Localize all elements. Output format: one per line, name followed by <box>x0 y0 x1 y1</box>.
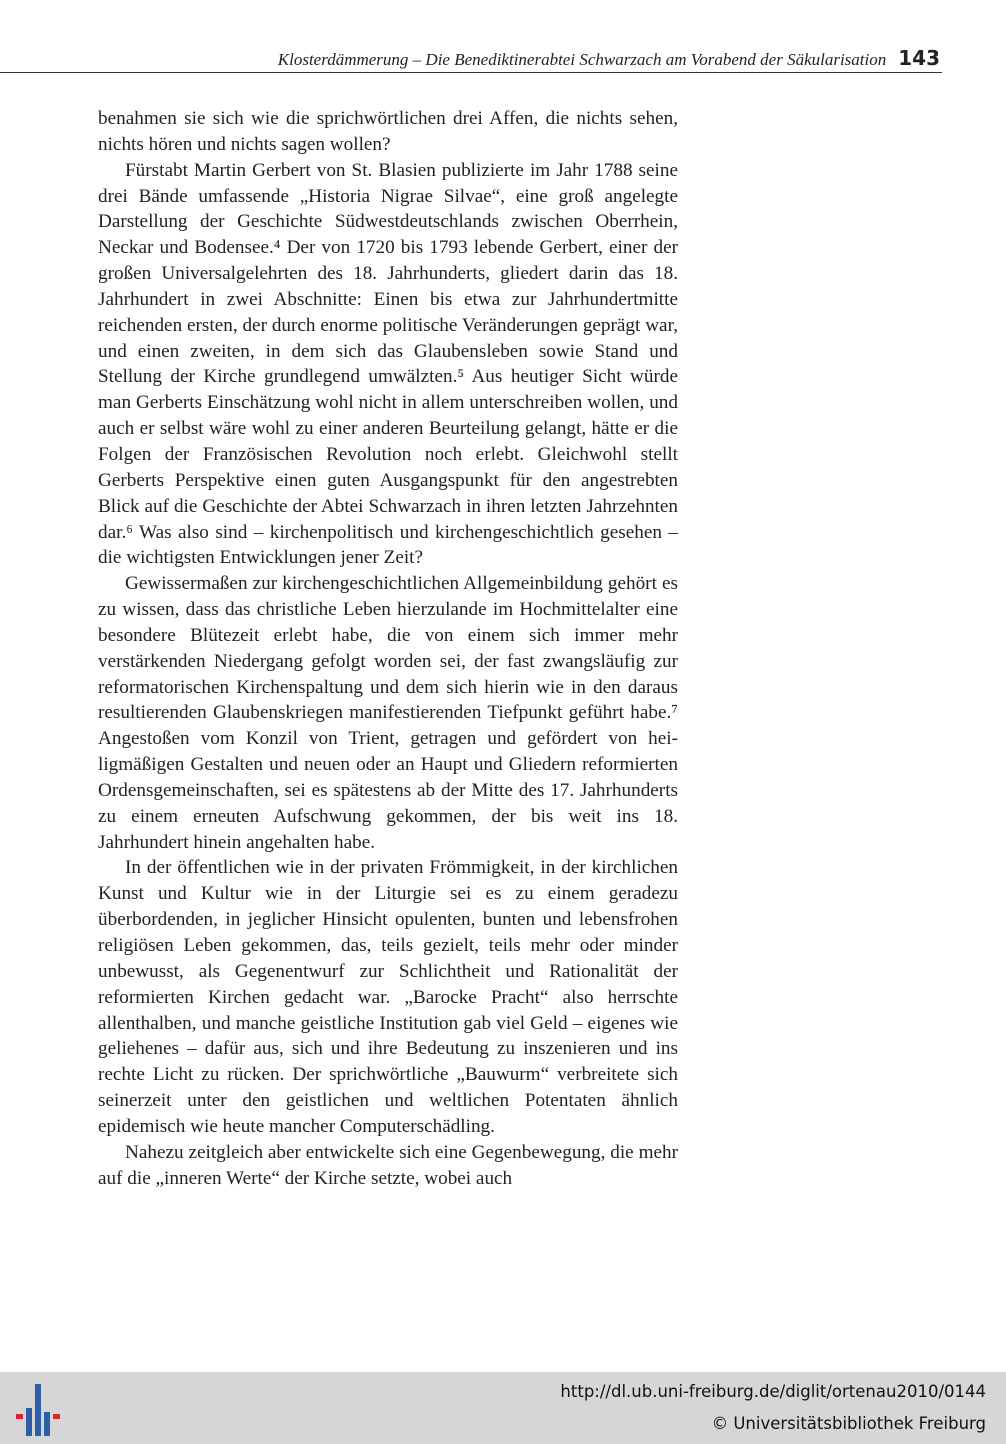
paragraph-3: Gewissermaßen zur kirchengeschichtlichen Allgemeinbildung gehört es zu wissen, dass das christliche Leben hierzulande im Hochmittelalter eine besondere Blütezeit erlebt habe, die von einem sich immer mehr verstärkenden Niedergang gefolgt worden sei, der fast zwangsläufig zur reformatorischen Kirchenspaltung und dem sich hierin wie in den daraus resultierenden Glaubenskriegen manifestierenden Tiefpunkt geführt habe.⁷ Angestoßen vom Konzil von Trient, getragen und gefördert von heiligmäßigen Gestalten und neuen oder an Haupt und Gliedern reformierten Ordensgemeinschaften, sei es spätestens ab der Mitte des 17. Jahrhunderts zu einem erneuten Aufschwung gekommen, der bis weit ins 18. Jahrhundert hinein angehalten habe. <box>98 573 678 853</box>
header-rule <box>0 72 942 73</box>
paragraph-1: benahmen sie sich wie die sprichwörtlichen drei Affen, die nichts sehen, nichts hören und nichts sagen wollen? <box>98 108 678 155</box>
running-title: Klosterdämmerung – Die Benediktinerabtei Schwarzach am Vorabend der Säkularisation <box>277 50 887 69</box>
body-text <box>98 106 678 1191</box>
paragraph-5: Nahezu zeitgleich aber entwickelte sich eine Gegenbewegung, die mehr auf die „inneren Werte“ der Kirche setzte, wobei auch <box>98 1141 678 1189</box>
ub-freiburg-logo-icon <box>14 1382 64 1438</box>
page-number: 143 <box>898 46 940 70</box>
copyright-notice: © Universitätsbibliothek Freiburg <box>711 1414 986 1433</box>
source-url[interactable]: http://dl.ub.uni-freiburg.de/diglit/ortenau2010/0144 <box>560 1382 986 1401</box>
running-head <box>0 46 940 70</box>
paragraph-2: Fürstabt Martin Gerbert von St. Blasien publizierte im Jahr 1788 seine drei Bände umfassende „Historia Nigrae Silvae“, eine groß angelegte Darstellung der Geschichte Südwestdeutschlands zwischen Oberrhein, Neckar und Bodensee.⁴ Der von 1720 bis 1793 lebende Gerbert, einer der großen Universalgelehrten des 18. Jahrhunderts, gliedert darin das 18. Jahrhundert in zwei Abschnitte: Einen bis etwa zur Jahrhundertmitte reichenden ersten, der durch enorme politische Veränderungen geprägt war, und einen zweiten, in dem sich das Glaubensleben sowie Stand und Stellung der Kirche grundlegend umwälzten.⁵ Aus heutiger Sicht würde man Gerberts Einschätzung wohl nicht in allem unterschreiben wollen, und auch er selbst wäre wohl zu einer anderen Beurteilung gelangt, hätte er die Folgen der Französischen Revolution noch erlebt. Gleichwohl stellt Gerberts Perspektive einen guten Ausgangspunkt für den angestrebten Blick auf die Geschichte der Abtei Schwarzach in ihren letzten Jahrzehnten dar.⁶ Was also sind – kirchenpolitisch und kirchengeschichtlich gesehen – die wichtigsten Entwicklungen jener Zeit? <box>98 159 678 569</box>
paragraph-4: In der öffentlichen wie in der privaten Frömmigkeit, in der kirchlichen Kunst und Kultur wie in der Liturgie sei es zu einem geradezu überbordenden, in jeglicher Hinsicht opulenten, bunten und lebensfrohen religiösen Leben gekommen, das, teils gezielt, teils mehr oder minder unbewusst, als Gegenentwurf zur Schlichtheit und Rationalität der reformierten Kirchen gedacht war. „Barocke Pracht“ also herrschte allenthalben, und manche geistliche Institution gab viel Geld – eigenes wie geliehenes – dafür aus, sich und ihre Bedeutung zu inszenieren und ins rechte Licht zu rücken. Der sprichwörtliche „Bauwurm“ verbreitete sich seinerzeit unter den geistlichen und weltlichen Potentaten ähnlich epidemisch wie heute mancher Computerschädling. <box>98 857 678 1137</box>
footer-bar <box>0 1372 1006 1444</box>
